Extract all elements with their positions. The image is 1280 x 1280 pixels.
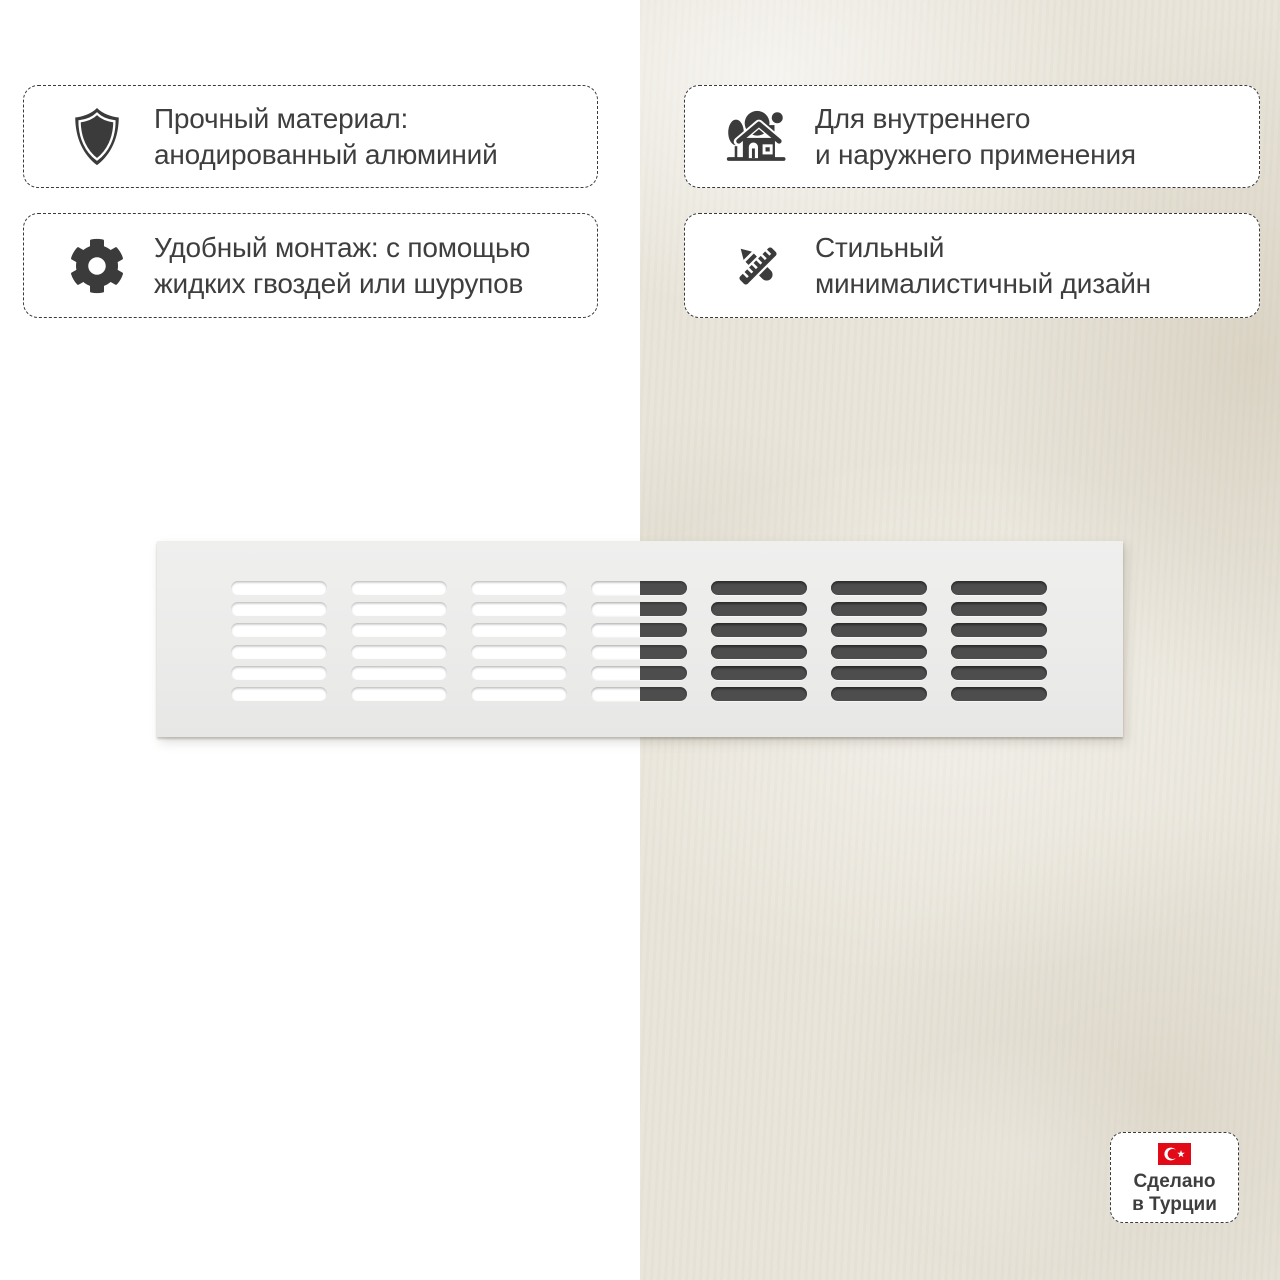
grille-slot <box>471 623 567 637</box>
grille-slot <box>831 623 927 637</box>
grille-slot <box>711 602 807 616</box>
grille-slot <box>711 687 807 701</box>
grille-slot <box>711 645 807 659</box>
gear-icon <box>64 233 130 299</box>
grille-slot <box>831 581 927 595</box>
grille-slot <box>231 581 327 595</box>
grille-slot <box>591 645 687 659</box>
feature-line: минималистичный дизайн <box>815 267 1151 299</box>
feature-box-design <box>684 213 1260 318</box>
made-in-line: в Турции <box>1132 1194 1217 1215</box>
grille-slot <box>471 666 567 680</box>
grille-slot <box>591 666 687 680</box>
grille-slot <box>951 602 1047 616</box>
grille-slot <box>471 602 567 616</box>
feature-box-material <box>23 85 598 188</box>
grille-slot <box>231 666 327 680</box>
feature-line: жидких гвоздей или шурупов <box>154 267 524 299</box>
grille-slot <box>351 687 447 701</box>
grille-slot <box>591 581 687 595</box>
feature-text-usage <box>815 101 1136 173</box>
grille-slot <box>351 666 447 680</box>
grille-slot <box>351 581 447 595</box>
grille-slot <box>711 623 807 637</box>
grille-slot <box>951 581 1047 595</box>
house-tree-icon <box>725 104 791 170</box>
grille-slot <box>351 623 447 637</box>
turkey-flag-icon <box>1158 1143 1191 1165</box>
grille-slot <box>471 645 567 659</box>
grille-plate <box>157 541 1123 737</box>
shield-icon <box>64 104 130 170</box>
grille-slot <box>351 602 447 616</box>
made-in-text <box>1132 1170 1217 1216</box>
feature-line: и наружнего применения <box>815 138 1136 170</box>
grille-slot <box>831 687 927 701</box>
grille-slot <box>831 645 927 659</box>
grille-slot <box>591 687 687 701</box>
feature-line: Прочный материал: <box>154 102 409 134</box>
grille-slot <box>351 645 447 659</box>
grille-slot <box>951 645 1047 659</box>
feature-text-mounting <box>154 230 530 302</box>
feature-line: анодированный алюминий <box>154 138 498 170</box>
grille-slot <box>231 687 327 701</box>
made-in-line: Сделано <box>1133 1171 1216 1192</box>
feature-line: Для внутреннего <box>815 102 1031 134</box>
feature-box-mounting <box>23 213 598 318</box>
grille-slot <box>951 666 1047 680</box>
grille-slot <box>591 623 687 637</box>
grille-slot <box>831 666 927 680</box>
grille-slot <box>471 581 567 595</box>
grille-slot <box>711 581 807 595</box>
grille-slot <box>711 666 807 680</box>
grille-slot <box>231 602 327 616</box>
grille-slot <box>231 623 327 637</box>
grille-slot <box>231 645 327 659</box>
feature-text-design <box>815 230 1151 302</box>
made-in-badge <box>1110 1132 1239 1223</box>
grille-slot <box>951 623 1047 637</box>
feature-box-usage <box>684 85 1260 188</box>
grille-slot <box>591 602 687 616</box>
grille-slot <box>831 602 927 616</box>
feature-line: Удобный монтаж: с помощью <box>154 231 531 263</box>
grille-slot <box>471 687 567 701</box>
grille-slot <box>951 687 1047 701</box>
feature-text-material <box>154 101 498 173</box>
pencil-ruler-icon <box>725 233 791 299</box>
feature-line: Стильный <box>815 231 945 263</box>
